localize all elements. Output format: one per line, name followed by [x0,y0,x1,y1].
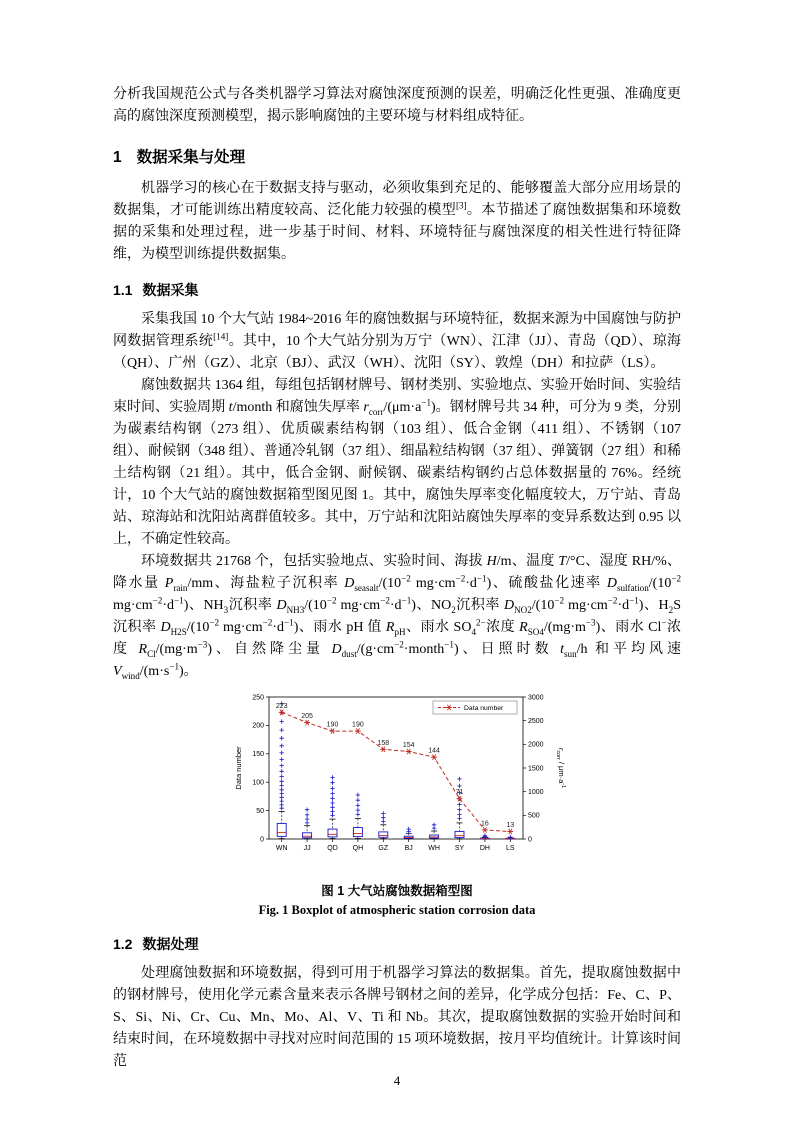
svg-text:0: 0 [259,836,264,844]
paragraph-data-sources: 采集我国 10 个大气站 1984~2016 年的腐蚀数据与环境特征，数据来源为中国腐蚀与防护网数据管理系统[14]。其中，10 个大气站分别为万宁（WN）、江津（JJ）、青岛（QD）、琼海（QH）、广州（GZ）、北京（BJ）、武汉（WH）、沈阳（SY）、敦煌（DH）和拉萨（LS）。 [113,312,681,371]
svg-text:250: 250 [251,694,264,702]
svg-text:2000: 2000 [527,741,544,749]
data-number-line [275,703,513,835]
x-axis [275,839,514,852]
svg-text:16: 16 [480,820,489,828]
svg-text:GZ: GZ [377,845,388,852]
svg-text:3000: 3000 [527,694,544,702]
svg-text:144: 144 [427,747,440,755]
svg-text:Data number: Data number [463,705,503,712]
svg-text:223: 223 [275,702,288,710]
paragraph-corrosion-data: 腐蚀数据共 1364 组，每组包括钢材牌号、钢材类别、实验地点、实验开始时间、实验结束时间、实验周期 t/month 和腐蚀失厚率 $r_{corr}/(\mu m\cdot a^{-1})$。钢材牌号共 34 种，可分为 9 类，分别为碳素结构钢（273 组）、优质碳素结构钢（103 组）、低合金钢（411 组）、不锈钢（107 组）、耐候钢（348 组）、普通冷轧钢（37 组）、细晶粒结构钢（37 组）、弹簧钢（27 组）和稀土结构钢（21 组）。其中，低合金钢、耐候钢、碳素结构钢约占总体数据量的 76%。经统计，10 个大气站的腐蚀数据箱型图见图 1。其中，腐蚀失厚率变化幅度较大，万宁站、青岛站、琼海站和沈阳站离群值较多。其中，万宁站和沈阳站腐蚀失厚率的变异系数达到 0.95 以上，不确定性较高。 [113,378,682,547]
paragraph-intro: 分析我国规范公式与各类机器学习算法对腐蚀深度预测的误差，明确泛化性更强、准确度更高的腐蚀深度预测模型，揭示影响腐蚀的主要环境与材料组成特征。 [113,87,681,124]
svg-text:WH: WH [427,845,440,852]
svg-text:QH: QH [352,845,363,852]
svg-text:LS: LS [505,845,515,852]
svg-text:1000: 1000 [527,789,544,796]
figure-1-caption-en: Fig. 1 Boxplot of atmospheric station corrosion data [258,903,536,917]
boxplot-series [277,701,515,839]
svg-text:154: 154 [402,742,415,749]
section-1-2-number: 1.2 [113,936,133,952]
svg-text:100: 100 [251,779,264,787]
figure-1 [225,689,570,879]
svg-text:JJ: JJ [303,845,311,852]
figure-1-caption-zh: 图 1 大气站腐蚀数据箱型图 [321,884,473,898]
svg-text:150: 150 [251,751,264,759]
svg-text:190: 190 [351,721,364,729]
corrosion-boxplot-chart [225,689,570,879]
section-1-1-number: 1.1 [113,282,133,298]
right-axis [523,694,566,843]
svg-text:BJ: BJ [404,845,413,852]
section-1-title: 数据采集与处理 [136,149,246,166]
svg-text:DH: DH [479,845,490,852]
svg-text:50: 50 [255,807,264,815]
paragraph-environment-data: 环境数据共 21768 个，包括实验地点、实验时间、海拔 H/m、温度 T/°C、湿度 RH/%、降水量 $P_{rain}/mm$、海盐粒子沉积率 $D_{seasalt}/(10^{-2}$ $mg\cdot cm^{-2}\cdot d^{-1}$)、硫酸盐化速率 $D_{sulfation}/(10^{-2}$ $mg\cdot cm^{-2}\cdot d^{-1}$)、$NH_3$沉积率 $D_{NH3}/(10^{-2}$ $mg\cdot cm^{-2}\cdot d^{-1}$)、$NO_2$沉积率 $D_{NO2}/(10^{-2}$ $mg\cdot cm^{-2}\cdot d^{-1}$)、$H_2S$ 沉积率 $D_{H2S}/(10^{-2}$ $mg\cdot cm^{-2}\cdot d^{-1}$)、雨水 pH 值 $R_{pH}$、雨水 $SO_4^{2-}$浓度 $R_{SO4}/(mg\cdot m^{-3})$、雨水 Cl−浓度 $R_{Cl}/(mg\cdot m^{-3})$、自然降尘量 $D_{dust}/(g\cdot cm^{-2}\cdot month^{-1})$、日照时数 $t_{sun}/h$ 和平均风速 $V_{wind}/(m\cdot s^{-1})$。 [113,554,682,681]
paragraph-data-processing: 处理腐蚀数据和环境数据，得到可用于机器学习算法的数据集。首先，提取腐蚀数据中的钢材牌号，使用化学元素含量来表示各牌号钢材之间的差异，化学成分包括：Fe、C、P、S、Si、Ni、Cr、Cu、Mn、Mo、Al、V、Ti 和 Nb。其次，提取腐蚀数据的实验开始时间和结束时间，在环境数据中寻找对应时间范围的 15 项环境数据，按月平均值统计。计算该时间范 [113,966,681,1069]
svg-text:0: 0 [527,836,532,844]
svg-text:200: 200 [251,722,264,730]
svg-text:13: 13 [505,822,514,830]
section-1-number: 1 [113,149,122,166]
svg-text:2500: 2500 [527,718,544,725]
page-number: 4 [393,1073,401,1088]
svg-text:205: 205 [300,713,313,721]
left-axis [234,694,269,843]
svg-text:rcorr / μm·a-1: rcorr / μm·a-1 [554,747,566,789]
svg-text:500: 500 [527,812,540,820]
section-1-2-title: 数据处理 [142,936,199,952]
svg-text:1500: 1500 [527,765,544,773]
svg-text:WN: WN [275,845,288,852]
svg-text:71: 71 [455,789,463,797]
section-1-1-title: 数据采集 [142,282,199,298]
section-1-heading [113,145,681,167]
svg-text:QD: QD [326,845,338,852]
svg-text:SY: SY [454,845,464,852]
section-1-2-heading [113,934,681,954]
section-1-1-heading [113,280,681,300]
svg-text:158: 158 [376,739,389,747]
paragraph-section-1: 机器学习的核心在于数据支持与驱动，必须收集到充足的、能够覆盖大部分应用场景的数据集，才可能训练出精度较高、泛化能力较强的模型[3]。本节描述了腐蚀数据集和环境数据的采集和处理过程，进一步基于时间、材料、环境特征与腐蚀深度的相关性进行特征降维，为模型训练提供数据集。 [113,181,682,262]
svg-text:190: 190 [326,721,338,729]
chart-legend [433,701,517,714]
svg-text:Data number: Data number [233,746,243,790]
